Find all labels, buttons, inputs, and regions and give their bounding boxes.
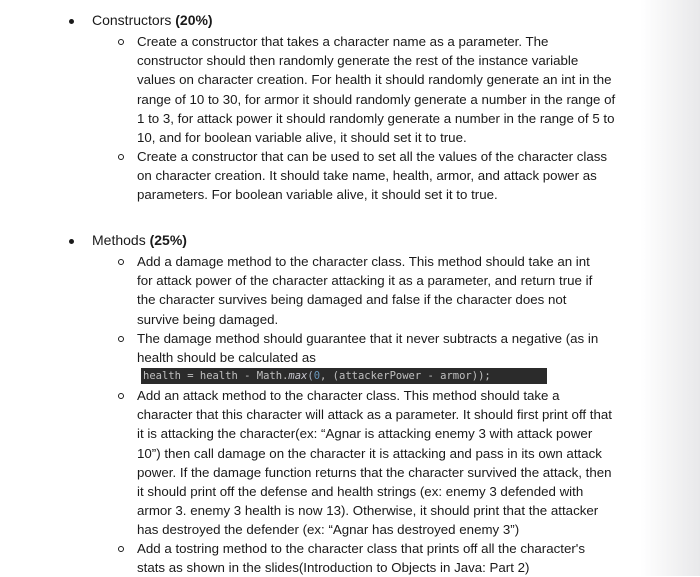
sub-bullet-icon xyxy=(118,39,124,45)
heading-text: Methods xyxy=(92,232,146,248)
list-item: Add a tostring method to the character class that prints off all the character's stats as shown in the slides(Introduction to Objects in Java: Part 2) xyxy=(137,541,585,576)
bullet-icon xyxy=(69,239,74,244)
code-snippet: health = health - Math.max(0, (attackerPower - armor)); xyxy=(141,368,547,384)
list-item: The damage method should guarantee that it never subtracts a negative (as in health should be calculated as xyxy=(137,331,599,366)
heading-text: Constructors xyxy=(92,12,172,28)
sub-bullet-icon xyxy=(118,154,124,160)
sub-bullet-icon xyxy=(118,393,124,399)
heading-weight: (20%) xyxy=(175,12,213,28)
list-item: Add an attack method to the character class. This method should take a character that this character will attack as a parameter. It should first print off that it is attacking the character(ex: “Agnar is attacking enemy 3 with attack power 10”) then call damage on the character it is attacking and pass in its own attack power. If the damage function returns that the character survived the attack, then it should print off the defense and health strings (ex: enemy 3 defended with armor 3. enemy 3 health is now 13). Otherwise, it should print that the attacker has destroyed the defender (ex: “Agnar has destroyed enemy 3”) xyxy=(137,388,612,538)
section-heading-methods xyxy=(92,231,187,250)
list-item: Create a constructor that takes a character name as a parameter. The constructor should then randomly generate the rest of the instance variable values on character creation. For health it should randomly generate an int in the range of 10 to 30, for armor it should randomly generate a number in the range of 1 to 3, for attack power it should randomly generate a number in the range of 5 to 10, and for boolean variable alive, it should set it to true. xyxy=(137,34,616,146)
section-heading-constructors xyxy=(92,11,213,30)
sub-bullet-icon xyxy=(118,546,124,552)
list-item: Add a damage method to the character class. This method should take an int for attack power of the character attacking it as a parameter, and return true if the character survives being damaged and false if the character does not survive being damaged. xyxy=(137,254,593,327)
sub-bullet-icon xyxy=(118,259,124,265)
page-edge-shade xyxy=(640,0,700,576)
list-item: Create a constructor that can be used to set all the values of the character class on character creation. It should take name, health, armor, and attack power as parameters. For boolean variable alive, it should set it to true. xyxy=(137,149,608,203)
heading-weight: (25%) xyxy=(149,232,187,248)
bullet-icon xyxy=(69,19,74,24)
sub-bullet-icon xyxy=(118,336,124,342)
